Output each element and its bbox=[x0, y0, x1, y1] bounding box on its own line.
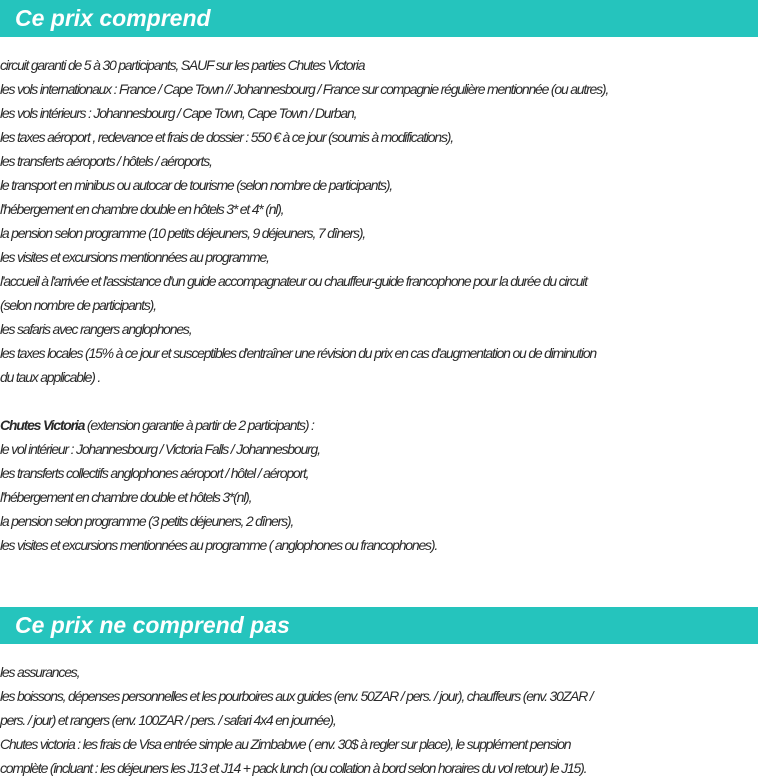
victoria-heading: Chutes Victoria bbox=[0, 417, 85, 433]
includes-line: l'hébergement en chambre double en hôtels 3* et 4* (nl), bbox=[0, 201, 284, 217]
excludes-line: pers. / jour) et rangers (env. 100ZAR / pers. / safari 4x4 en journée), bbox=[0, 712, 336, 728]
section-title-excludes: Ce prix ne comprend pas bbox=[15, 612, 290, 638]
excludes-list bbox=[0, 660, 758, 780]
section-header-excludes bbox=[0, 607, 758, 644]
victoria-heading-suffix: (extension garantie à partir de 2 participants) : bbox=[84, 417, 314, 433]
includes-line: les transferts aéroports / hôtels / aéroports, bbox=[0, 153, 212, 169]
includes-line: le transport en minibus ou autocar de tourisme (selon nombre de participants), bbox=[0, 177, 392, 193]
victoria-line: les visites et excursions mentionnées au programme ( anglophones ou francophones). bbox=[0, 537, 438, 553]
spacer bbox=[0, 389, 758, 413]
includes-line: l'accueil à l'arrivée et l'assistance d'un guide accompagnateur ou chauffeur-guide francophone pour la durée du circuit bbox=[0, 273, 587, 289]
victoria-line: le vol intérieur : Johannesbourg / Victoria Falls / Johannesbourg, bbox=[0, 441, 320, 457]
excludes-line: les assurances, bbox=[0, 664, 80, 680]
includes-line: les taxes aéroport , redevance et frais de dossier : 550 € à ce jour (soumis à modifications), bbox=[0, 129, 453, 145]
includes-line: du taux applicable) . bbox=[0, 369, 101, 385]
excludes-line: les boissons, dépenses personnelles et les pourboires aux guides (env. 50ZAR / pers. / jour), chauffeurs (env. 30ZAR / bbox=[0, 688, 593, 704]
victoria-line: l'hébergement en chambre double et hôtels 3*(nl), bbox=[0, 489, 252, 505]
includes-list bbox=[0, 53, 758, 557]
includes-line: les vols internationaux : France / Cape Town // Johannesbourg / France sur compagnie régulière mentionnée (ou autres), bbox=[0, 81, 609, 97]
includes-line: la pension selon programme (10 petits déjeuners, 9 déjeuners, 7 dîners), bbox=[0, 225, 365, 241]
includes-line: (selon nombre de participants), bbox=[0, 297, 156, 313]
victoria-line: la pension selon programme (3 petits déjeuners, 2 dîners), bbox=[0, 513, 294, 529]
section-header-includes bbox=[0, 0, 758, 37]
section-title-includes: Ce prix comprend bbox=[15, 5, 211, 31]
includes-line: les taxes locales (15% à ce jour et susceptibles d'entraîner une révision du prix en cas d'augmentation ou de diminution bbox=[0, 345, 596, 361]
excludes-line: complète (incluant : les déjeuners les J13 et J14 + pack lunch (ou collation à bord selon horaires du vol retour) le J15). bbox=[0, 760, 587, 776]
includes-line: les visites et excursions mentionnées au programme, bbox=[0, 249, 269, 265]
includes-line: circuit garanti de 5 à 30 participants, SAUF sur les parties Chutes Victoria bbox=[0, 57, 365, 73]
excludes-line: Chutes victoria : les frais de Visa entrée simple au Zimbabwe ( env. 30$ à regler sur place), le supplément pension bbox=[0, 736, 571, 752]
includes-line: les safaris avec rangers anglophones, bbox=[0, 321, 192, 337]
includes-line: les vols intérieurs : Johannesbourg / Cape Town, Cape Town / Durban, bbox=[0, 105, 357, 121]
victoria-heading-line bbox=[0, 413, 758, 437]
victoria-line: les transferts collectifs anglophones aéroport / hôtel / aéroport, bbox=[0, 465, 309, 481]
